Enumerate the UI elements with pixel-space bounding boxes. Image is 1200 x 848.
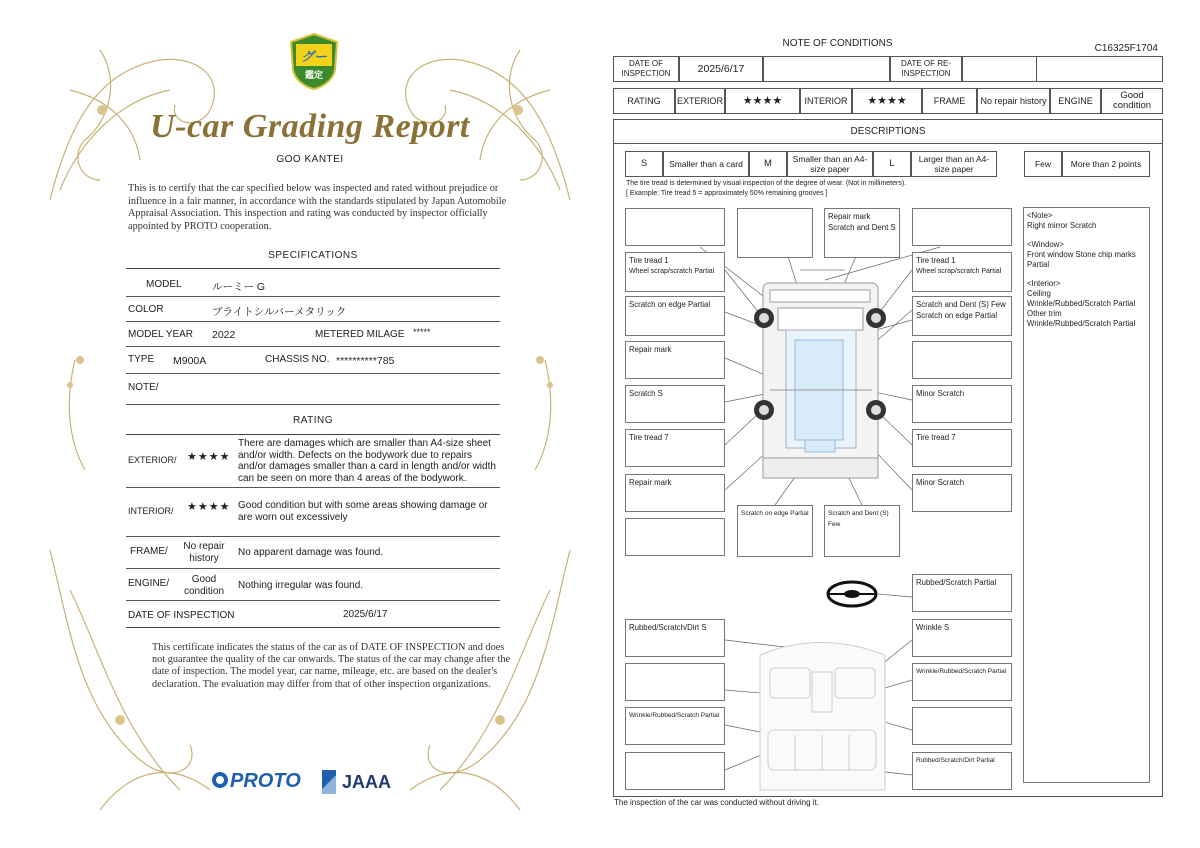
note-line: Wrinkle/Rubbed/Scratch Partial bbox=[1027, 319, 1136, 328]
condition-box: Scratch and Dent (S) Few Scratch on edge Partial bbox=[912, 296, 1012, 336]
legend-s-desc: Smaller than a card bbox=[663, 151, 749, 177]
rating-heading: RATING bbox=[292, 415, 334, 426]
interior-stars: ★★★★ bbox=[187, 501, 231, 513]
note-line: <Window> bbox=[1027, 240, 1064, 249]
model-year-label: MODEL YEAR bbox=[128, 329, 194, 340]
engine-description: Nothing irregular was found. bbox=[238, 580, 364, 591]
note-line: <Interior> bbox=[1027, 279, 1061, 288]
date-of-reinspection-label: DATE OF RE-INSPECTION bbox=[890, 56, 962, 82]
divider bbox=[126, 321, 500, 322]
divider bbox=[126, 373, 500, 374]
condition-box: Scratch and Dent (S) Few bbox=[824, 505, 900, 557]
exterior-stars: ★★★★ bbox=[725, 88, 800, 114]
inspection-date-value: 2025/6/17 bbox=[343, 609, 388, 620]
model-label: MODEL bbox=[146, 279, 182, 290]
condition-box: Minor Scratch bbox=[912, 474, 1012, 512]
type-label: TYPE bbox=[128, 354, 155, 365]
certificate-subtitle: GOO KANTEI bbox=[276, 154, 344, 165]
note-line: Wrinkle/Rubbed/Scratch Partial bbox=[1027, 299, 1136, 308]
report-id: C16325F1704 bbox=[1094, 43, 1158, 54]
divider bbox=[126, 404, 500, 405]
note-label: NOTE/ bbox=[128, 382, 159, 393]
footnote: The inspection of the car was conducted without driving it. bbox=[614, 798, 819, 807]
descriptions-heading: DESCRIPTIONS bbox=[613, 119, 1163, 144]
tire-tread-example: [ Example: Tire tread 5 = approximately 50% remaining grooves ] bbox=[626, 190, 828, 197]
exterior-stars: ★★★★ bbox=[187, 451, 231, 463]
specifications-heading: SPECIFICATIONS bbox=[268, 250, 358, 261]
condition-box bbox=[737, 208, 813, 258]
logos bbox=[212, 770, 412, 800]
condition-box: Wrinkle/Rubbed/Scratch Partial bbox=[625, 707, 725, 745]
condition-box bbox=[912, 341, 1012, 379]
condition-box: Scratch S bbox=[625, 385, 725, 423]
frame-label: FRAME/ bbox=[130, 546, 168, 557]
inspection-date-label: DATE OF INSPECTION bbox=[128, 610, 235, 621]
type-value: M900A bbox=[173, 355, 207, 367]
condition-box bbox=[625, 752, 725, 790]
condition-box: Minor Scratch bbox=[912, 385, 1012, 423]
exterior-label: EXTERIOR/ bbox=[128, 455, 177, 465]
condition-box: Tire tread 7 bbox=[625, 429, 725, 467]
chassis-label: CHASSIS NO. bbox=[265, 354, 330, 365]
frame-value: No repair history bbox=[977, 88, 1050, 114]
grading-certificate bbox=[40, 30, 580, 830]
date-of-inspection-value: 2025/6/17 bbox=[679, 56, 763, 82]
condition-box bbox=[625, 518, 725, 556]
condition-box: Tire tread 1 Wheel scrap/scratch Partial bbox=[625, 252, 725, 292]
color-value: ブライトシルバーメタリック bbox=[212, 306, 347, 318]
model-year-value: 2022 bbox=[212, 329, 236, 341]
jaaa-logo-icon bbox=[322, 770, 336, 794]
legend-s: S bbox=[625, 151, 663, 177]
mileage-label: METERED MILAGE bbox=[315, 329, 405, 340]
condition-box: Repair mark bbox=[625, 341, 725, 379]
condition-box: Wrinkle S bbox=[912, 619, 1012, 657]
note-line: Right mirror Scratch bbox=[1027, 221, 1097, 230]
condition-box bbox=[625, 663, 725, 701]
badge-top-text: グー bbox=[300, 49, 327, 64]
legend-m: M bbox=[749, 151, 787, 177]
interior-stars: ★★★★ bbox=[852, 88, 922, 114]
model-value: ルーミー G bbox=[212, 281, 266, 293]
note-line: <Note> bbox=[1027, 211, 1053, 220]
condition-box: Rubbed/Scratch Partial bbox=[912, 574, 1012, 612]
divider bbox=[126, 487, 500, 488]
certificate-statement: This is to certify that the car specified below was inspected and rated without prejudice or influence in a fair manner, in accordance with the standards stipulated by Japan Automobile Appraisal Association. This inspection and rating was conducted by inspector officially appointed by PROTO cooperation. bbox=[128, 183, 507, 232]
condition-box bbox=[625, 208, 725, 246]
condition-box bbox=[912, 208, 1012, 246]
interior-label: INTERIOR/ bbox=[128, 506, 174, 516]
condition-box: Wrinkle/Rubbed/Scratch Partial bbox=[912, 663, 1012, 701]
note-line: Ceiling bbox=[1027, 289, 1051, 298]
mileage-value: ***** bbox=[413, 327, 431, 337]
tire-tread-note: The tire tread is determined by visual inspection of the degree of wear. (Not in millimeters). bbox=[626, 180, 907, 187]
interior-label: INTERIOR bbox=[800, 88, 852, 114]
condition-box: Scratch on edge Partial bbox=[737, 505, 813, 557]
condition-box: Repair mark Scratch and Dent S bbox=[824, 208, 900, 258]
engine-value: Good condition bbox=[183, 574, 225, 597]
legend-few: Few bbox=[1024, 151, 1062, 177]
condition-box: Rubbed/Scratch/Dirt S bbox=[625, 619, 725, 657]
legend-few-desc: More than 2 points bbox=[1062, 151, 1150, 177]
condition-box bbox=[912, 707, 1012, 745]
condition-box: Scratch on edge Partial bbox=[625, 296, 725, 336]
rating-label: RATING bbox=[613, 88, 675, 114]
note-of-conditions bbox=[600, 0, 1200, 848]
chassis-value: **********785 bbox=[336, 355, 395, 367]
goo-kantei-badge bbox=[287, 32, 341, 90]
divider bbox=[126, 268, 500, 269]
date-of-inspection-label: DATE OF INSPECTION bbox=[613, 56, 679, 82]
condition-box: Tire tread 7 bbox=[912, 429, 1012, 467]
certificate-title: U-car Grading Report bbox=[150, 108, 470, 145]
jaaa-logo: JAAA bbox=[342, 772, 392, 792]
frame-description: No apparent damage was found. bbox=[238, 547, 384, 558]
badge-bottom-text: 鑑定 bbox=[304, 70, 323, 80]
legend-l: L bbox=[873, 151, 911, 177]
divider bbox=[126, 600, 500, 601]
condition-box: Tire tread 1 Wheel scrap/scratch Partial bbox=[912, 252, 1012, 292]
engine-label: ENGINE bbox=[1050, 88, 1101, 114]
proto-logo-icon bbox=[212, 772, 228, 788]
note-line: Front window Stone chip marks Partial bbox=[1027, 250, 1136, 269]
divider bbox=[126, 434, 500, 435]
color-label: COLOR bbox=[128, 304, 164, 315]
condition-box: Repair mark bbox=[625, 474, 725, 512]
frame-label: FRAME bbox=[922, 88, 977, 114]
proto-logo: PROTO bbox=[230, 770, 301, 792]
ornament-border bbox=[40, 30, 580, 830]
frame-value: No repair history bbox=[183, 541, 225, 564]
divider bbox=[126, 627, 500, 628]
steering-wheel-icon bbox=[828, 582, 876, 606]
divider bbox=[126, 568, 500, 569]
condition-box: Rubbed/Scratch/Dirt Partial bbox=[912, 752, 1012, 790]
exterior-description: There are damages which are smaller than A4-size sheet and/or width. Defects on the bodywork due to repairs and/or damages smaller than a card in length and/or width can be seen on more than 4 areas of the bodywork. bbox=[238, 438, 496, 484]
exterior-label: EXTERIOR bbox=[675, 88, 725, 114]
engine-value: Good condition bbox=[1101, 88, 1163, 114]
conditions-title: NOTE OF CONDITIONS bbox=[782, 38, 893, 49]
divider bbox=[126, 536, 500, 537]
interior-description: Good condition but with some areas showing damage or are worn out excessively bbox=[238, 500, 488, 523]
certificate-disclaimer: This certificate indicates the status of the car as of DATE OF INSPECTION and does not guarantee the quality of the car onwards. The status of the car may change after the date of inspection. The model year, car name, mileage, etc. are based on the dealer's declaration. The evaluation may differ from that of other inspection organizations. bbox=[152, 642, 511, 690]
legend-m-desc: Smaller than an A4-size paper bbox=[787, 151, 873, 177]
divider bbox=[126, 296, 500, 297]
engine-label: ENGINE/ bbox=[128, 578, 170, 589]
legend-l-desc: Larger than an A4-size paper bbox=[911, 151, 997, 177]
note-line: Other trim bbox=[1027, 309, 1062, 318]
divider bbox=[126, 346, 500, 347]
